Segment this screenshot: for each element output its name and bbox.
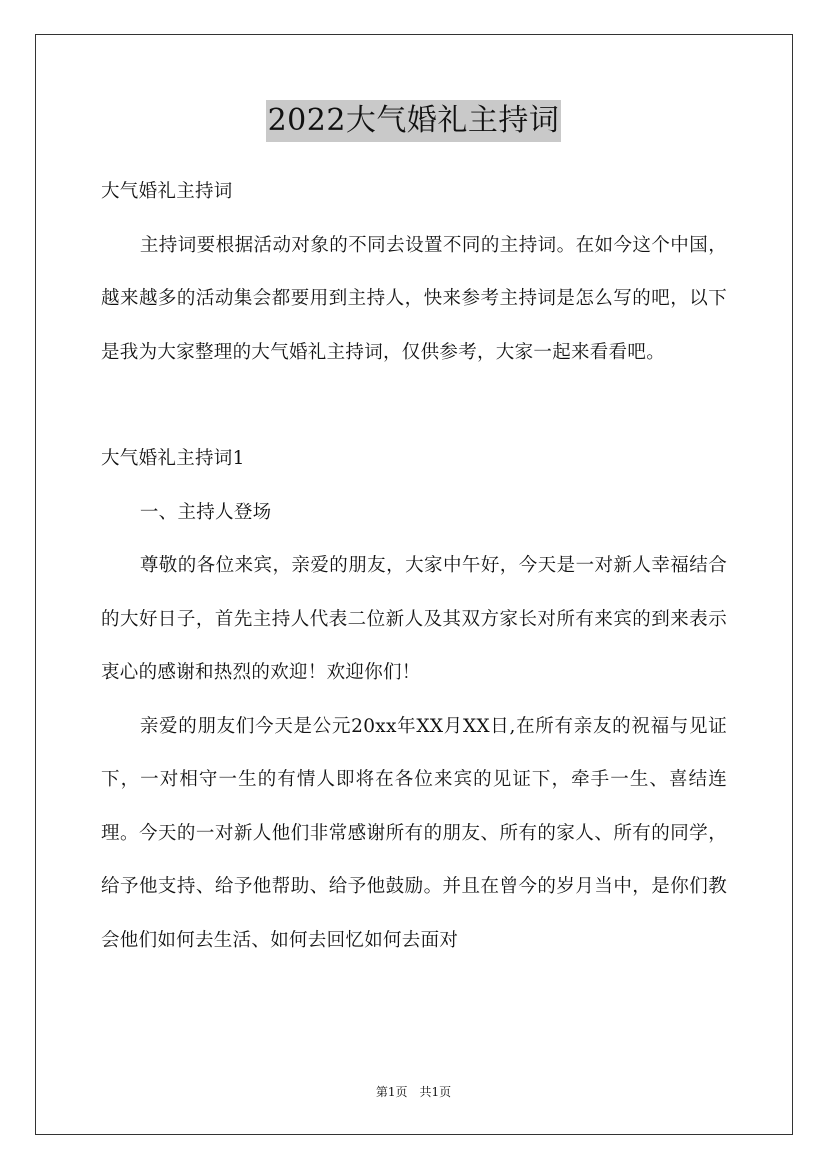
section-spacer [101, 379, 727, 432]
part-heading: 一、主持人登场 [139, 501, 272, 523]
body-paragraph-2: 亲爱的朋友们今天是公元20xx年XX月XX日,在所有亲友的祝福与见证下，一对相守一生的有情人即将在各位来宾的见证下，牵手一生、喜结连理。今天的一对新人他们非常感谢所有的朋友、所有的家人、所有的同学，给予他支持、给予他帮助、给予他鼓励。并且在曾今的岁月当中，是你们教会他们如何去生活、如何去回忆如何去面对 [101, 715, 727, 951]
page-total: 共1页 [419, 1085, 452, 1099]
page-footer [0, 1084, 827, 1100]
section-heading: 大气婚礼主持词1 [101, 448, 245, 469]
page-number: 第1页 [375, 1085, 408, 1099]
intro-paragraph: 主持词要根据活动对象的不同去设置不同的主持词。在如今这个中国，越来越多的活动集会都要用到主持人，快来参考主持词是怎么写的吧，以下是我为大家整理的大气婚礼主持词，仅供参考，大家一起来看看吧。 [101, 234, 727, 363]
body-paragraph-1: 尊敬的各位来宾，亲爱的朋友，大家中午好，今天是一对新人幸福结合的大好日子，首先主持人代表二位新人及其双方家长对所有来宾的到来表示衷心的感谢和热烈的欢迎！欢迎你们！ [101, 555, 727, 683]
document-body [101, 165, 727, 967]
subtitle: 大气婚礼主持词 [101, 181, 233, 202]
title-container [0, 100, 827, 142]
document-title: 2022大气婚礼主持词 [266, 100, 562, 142]
